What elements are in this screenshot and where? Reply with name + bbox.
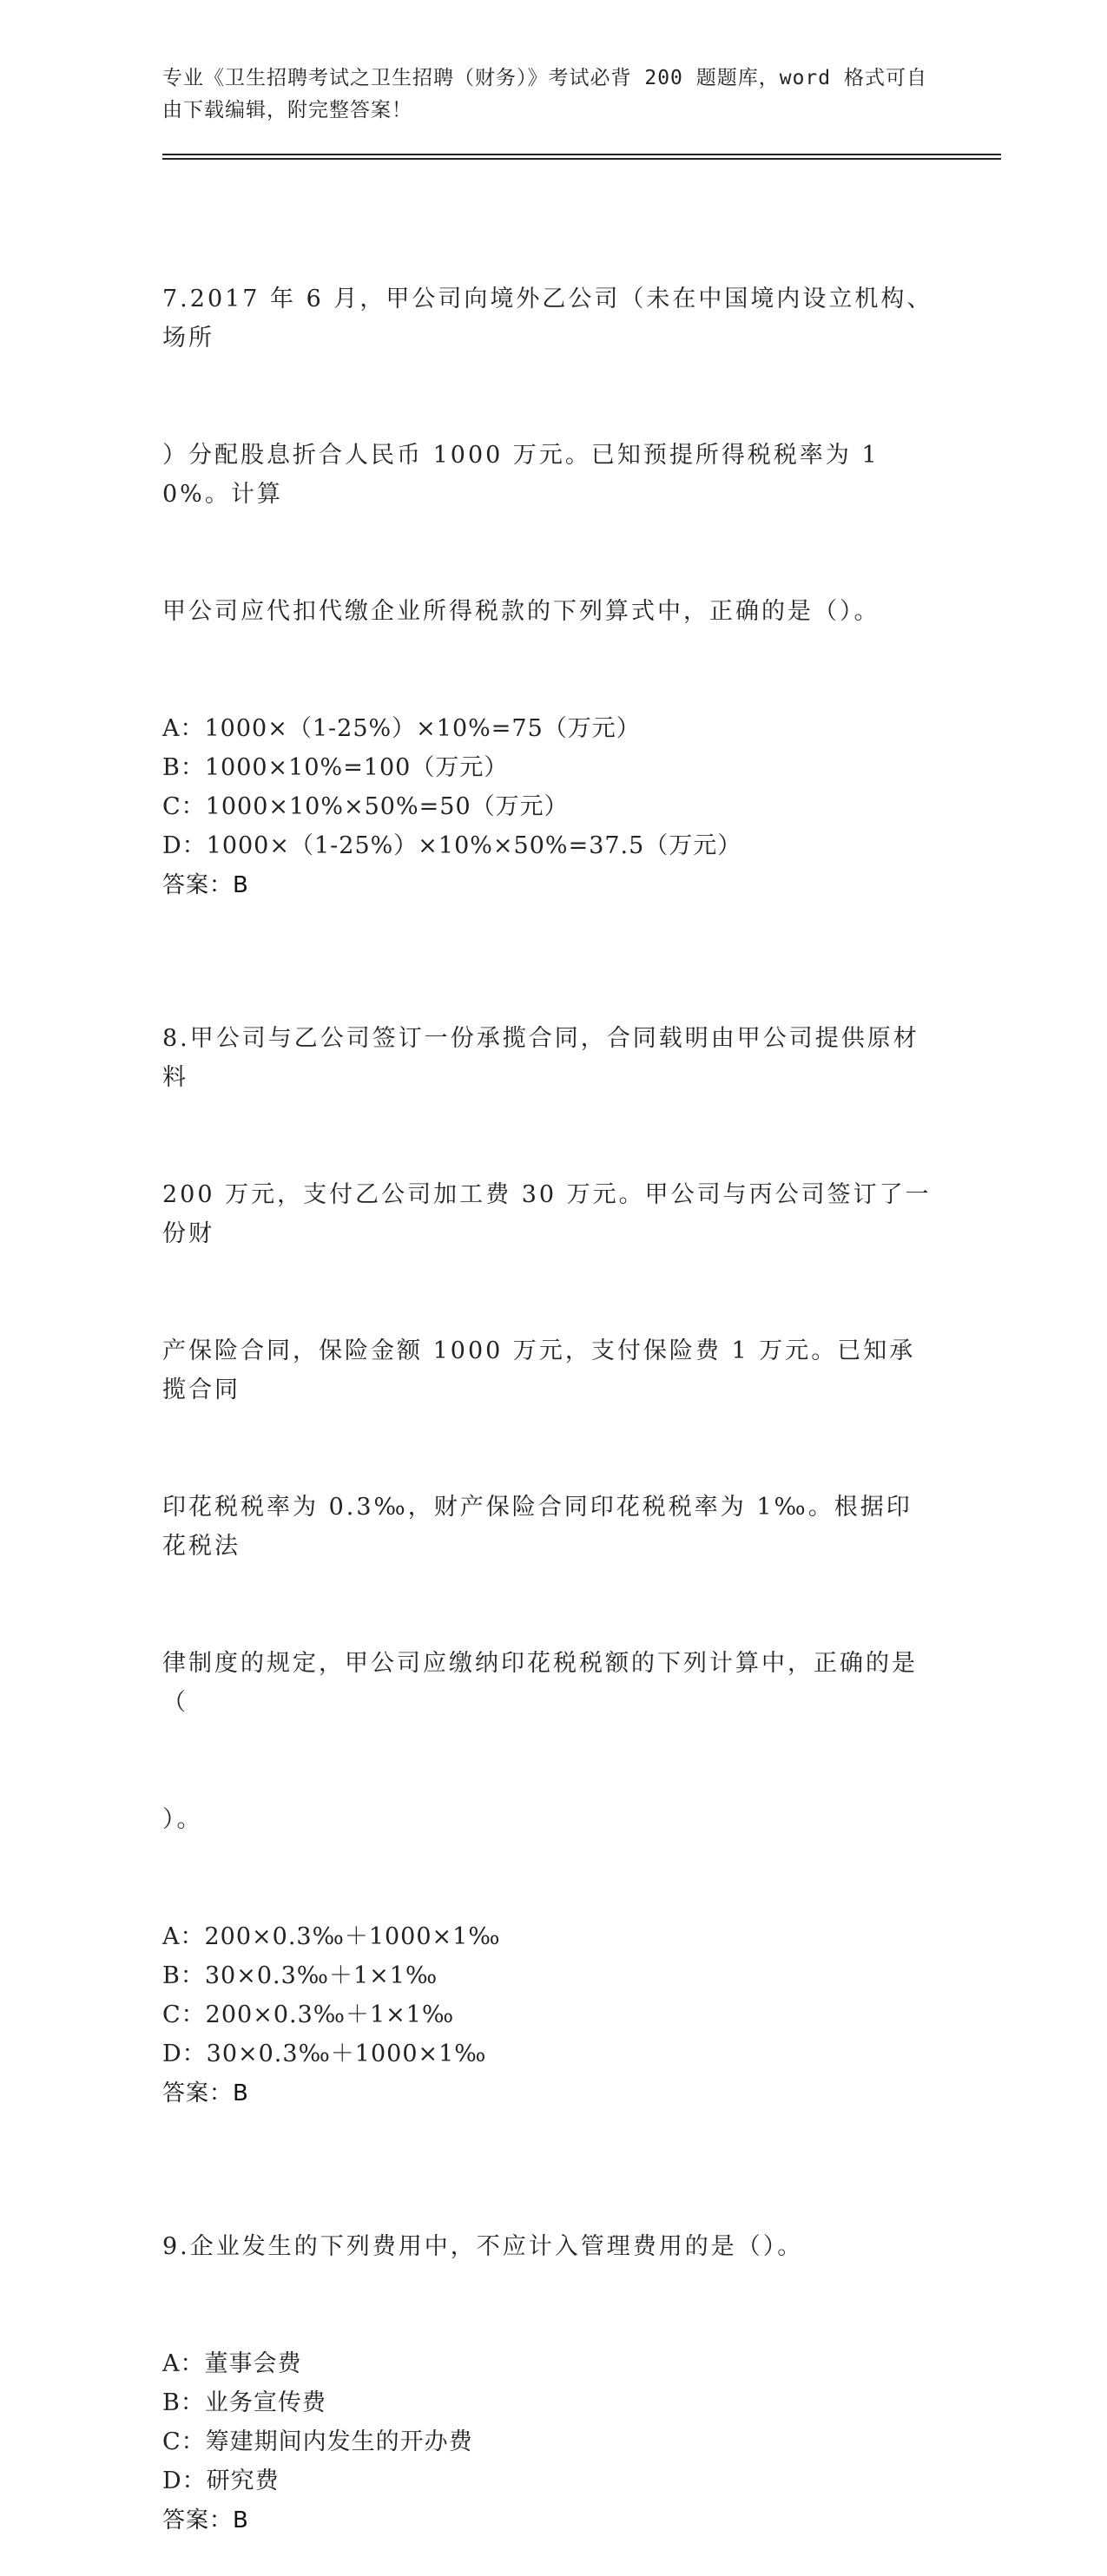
option-b: B：1000×10%=100（万元） [162, 754, 509, 781]
answer-label: 答案：B [162, 872, 249, 898]
question-9 [162, 2149, 935, 2540]
stem-line: 7.2017 年 6 月，甲公司向境外乙公司（未在中国境内设立机构、场所 [162, 286, 933, 352]
option-a: A：1000×（1-25%）×10%=75（万元） [162, 715, 641, 742]
question-stem [162, 941, 935, 1917]
answer-label: 答案：B [162, 2507, 249, 2533]
answer-label: 答案：B [162, 2080, 249, 2106]
option-d: D：研究费 [162, 2468, 280, 2494]
question-stem [162, 201, 935, 709]
option-b: B：业务宣传费 [162, 2389, 326, 2416]
option-c: C：200×0.3‰＋1×1‰ [162, 2001, 455, 2028]
header-line-2: 由下载编辑，附完整答案！ [162, 99, 412, 122]
option-b: B：30×0.3‰＋1×1‰ [162, 1962, 438, 1989]
option-a: A：董事会费 [162, 2350, 302, 2377]
stem-line: ）分配股息折合人民币 1000 万元。已知预提所得税税率为 10%。计算 [162, 442, 880, 508]
option-d: D：1000×（1-25%）×10%×50%=37.5（万元） [162, 832, 742, 859]
question-stem [162, 2149, 935, 2344]
option-c: C：筹建期间内发生的开办费 [162, 2428, 473, 2455]
question-list [162, 201, 935, 2576]
stem-line: 产保险合同，保险金额 1000 万元，支付保险费 1 万元。已知承揽合同 [162, 1337, 916, 1403]
stem-line: 甲公司应代扣代缴企业所得税款的下列算式中，正确的是（）。 [162, 598, 880, 625]
option-c: C：1000×10%×50%=50（万元） [162, 793, 569, 820]
stem-line: ）。 [162, 1806, 203, 1833]
header-divider-top [162, 154, 1001, 155]
header-divider-bottom [162, 158, 1001, 160]
option-d: D：30×0.3‰＋1000×1‰ [162, 2040, 487, 2067]
option-a: A：200×0.3‰＋1000×1‰ [162, 1923, 501, 1950]
stem-line: 200 万元，支付乙公司加工费 30 万元。甲公司与丙公司签订了一份财 [162, 1181, 932, 1247]
stem-line: 8.甲公司与乙公司签订一份承揽合同，合同载明由甲公司提供原材料 [162, 1025, 919, 1091]
stem-line: 印花税税率为 0.3‰，财产保险合同印花税税率为 1‰。根据印花税法 [162, 1494, 913, 1560]
header-line-1: 专业《卫生招聘考试之卫生招聘（财务）》考试必背 200 题题库，word 格式可自 [162, 67, 927, 89]
document-header [162, 62, 944, 127]
question-7 [162, 201, 935, 905]
stem-line: 9.企业发生的下列费用中，不应计入管理费用的是（）。 [162, 2233, 804, 2260]
stem-line: 律制度的规定，甲公司应缴纳印花税税额的下列计算中，正确的是（ [162, 1650, 918, 1716]
question-8 [162, 941, 935, 2113]
